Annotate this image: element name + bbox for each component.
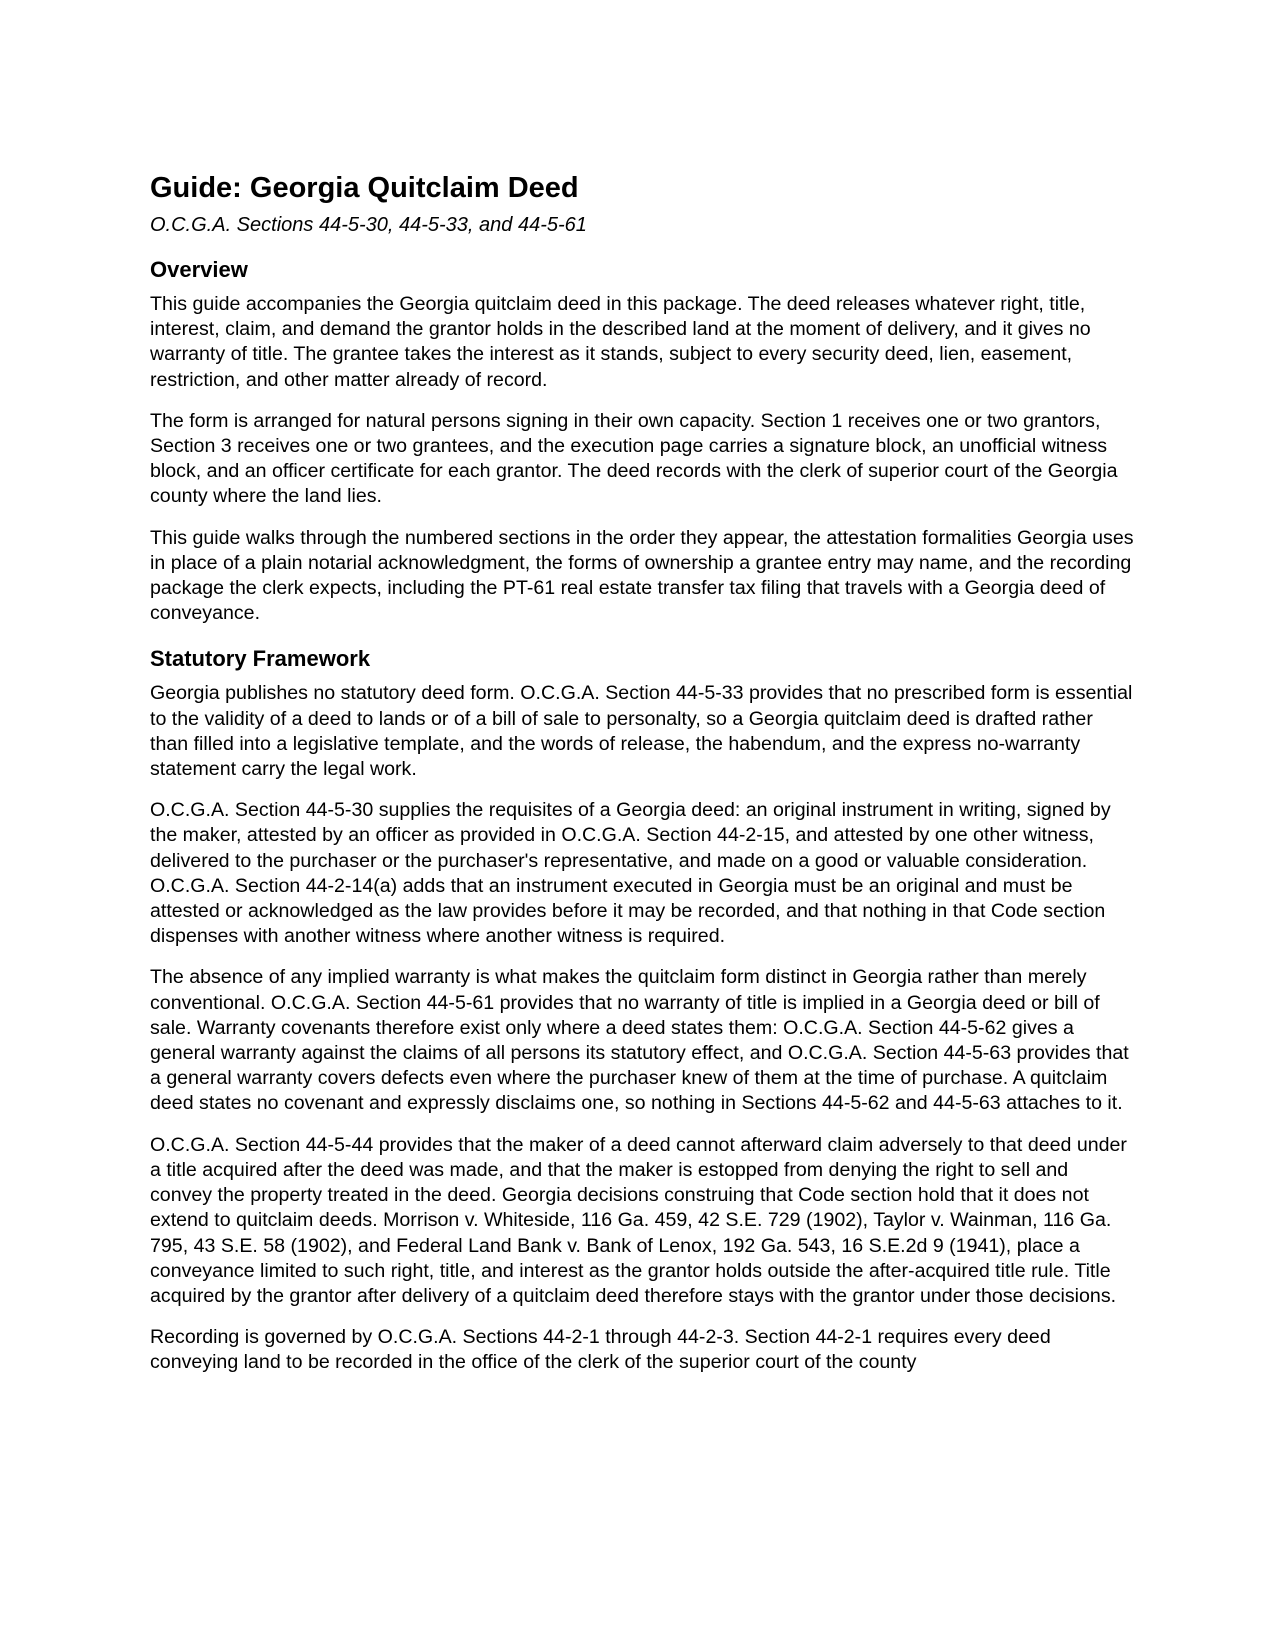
overview-heading: Overview [150, 257, 248, 282]
framework-paragraph-3: The absence of any implied warranty is what makes the quitclaim form distinct in Georgia rather than merely conventional. O.C.G.A. Section 44-5-61 provides that no warranty of title is implied in a Georgia deed or bill of sale. Warranty covenants therefore exist only where a deed states them: O.C.G.A. Section 44-5-62 gives a general warranty against the claims of all persons its statutory effect, and O.C.G.A. Section 44-5-63 provides that a general warranty covers defects even where the purchaser knew of them at the time of purchase. A quitclaim deed states no covenant and expressly disclaims one, so nothing in Sections 44-5-62 and 44-5-63 attaches to it. [150, 966, 1129, 1115]
document-title: Guide: Georgia Quitclaim Deed [150, 172, 579, 204]
framework-paragraph-1: Georgia publishes no statutory deed form. O.C.G.A. Section 44-5-33 provides that no prescribed form is essential to the validity of a deed to lands or of a bill of sale to personalty, so a Georgia quitclaim deed is drafted rather than filled into a legislative template, and the words of release, the habendum, and the express no-warranty statement carry the legal work. [150, 682, 1133, 781]
document-page [150, 171, 1135, 1376]
statutory-framework-section [150, 646, 1135, 1375]
framework-paragraph-2: O.C.G.A. Section 44-5-30 supplies the requisites of a Georgia deed: an original instrument in writing, signed by the maker, attested by an officer as provided in O.C.G.A. Section 44-2-15, and attested by one other witness, delivered to the purchaser or the purchaser's representative, and made on a good or valuable consideration. O.C.G.A. Section 44-2-14(a) adds that an instrument executed in Georgia must be an original and must be attested or acknowledged as the law provides before it may be recorded, and that nothing in that Code section dispenses with another witness where another witness is required. [150, 799, 1111, 948]
overview-paragraph-1: This guide accompanies the Georgia quitclaim deed in this package. The deed releases whatever right, title, interest, claim, and demand the grantor holds in the described land at the moment of delivery, and it gives no warranty of title. The grantee takes the interest as it stands, subject to every security deed, lien, easement, restriction, and other matter already of record. [150, 293, 1091, 391]
document-subtitle: O.C.G.A. Sections 44-5-30, 44-5-33, and 44-5-61 [150, 214, 587, 236]
framework-paragraph-5: Recording is governed by O.C.G.A. Sections 44-2-1 through 44-2-3. Section 44-2-1 requires every deed conveying land to be recorded in the office of the clerk of the superior court of the county [150, 1326, 1051, 1374]
overview-paragraph-2: The form is arranged for natural persons signing in their own capacity. Section 1 receives one or two grantors, Section 3 receives one or two grantees, and the execution page carries a signature block, an unofficial witness block, and an officer certificate for each grantor. The deed records with the clerk of superior court of the Georgia county where the land lies. [150, 409, 1118, 508]
overview-section [150, 257, 1135, 626]
framework-paragraph-4: O.C.G.A. Section 44-5-44 provides that the maker of a deed cannot afterward claim adversely to that deed under a title acquired after the deed was made, and that the maker is estopped from denying the right to sell and convey the property treated in the deed. Georgia decisions construing that Code section hold that it does not extend to quitclaim deeds. Morrison v. Whiteside, 116 Ga. 459, 42 S.E. 729 (1902), Taylor v. Wainman, 116 Ga. 795, 43 S.E. 58 (1902), and Federal Land Bank v. Bank of Lenox, 192 Ga. 543, 16 S.E.2d 9 (1941), place a conveyance limited to such right, title, and interest as the grantor holds outside the after-acquired title rule. Title acquired by the grantor after delivery of a quitclaim deed therefore stays with the grantor under those decisions. [150, 1133, 1127, 1307]
overview-paragraph-3: This guide walks through the numbered sections in the order they appear, the attestation formalities Georgia uses in place of a plain notarial acknowledgment, the forms of ownership a grantee entry may name, and the recording package the clerk expects, including the PT-61 real estate transfer tax filing that travels with a Georgia deed of conveyance. [150, 526, 1134, 625]
statutory-framework-heading: Statutory Framework [150, 646, 371, 672]
